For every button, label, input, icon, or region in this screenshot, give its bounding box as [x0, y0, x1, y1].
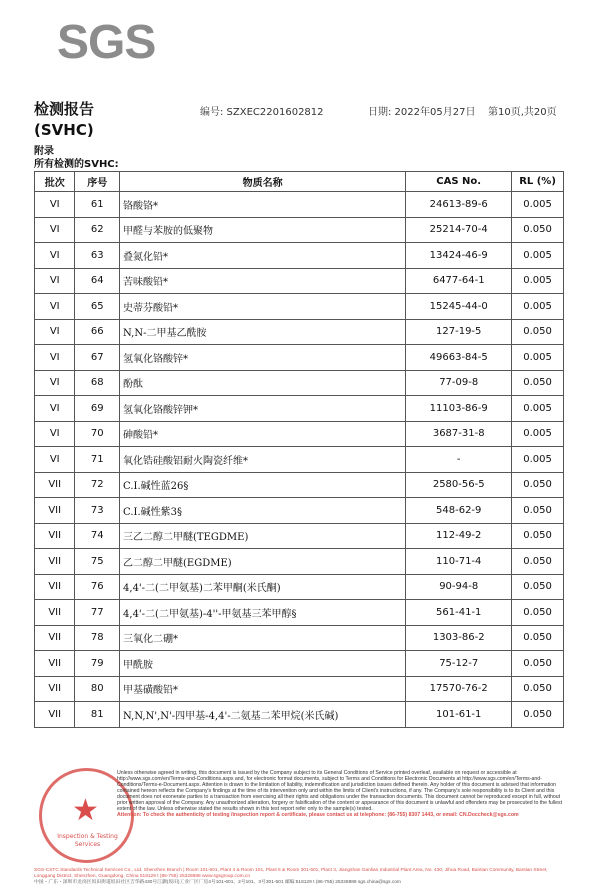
cell-batch: VI	[35, 217, 75, 243]
star-icon: ★	[72, 793, 99, 828]
cell-substance: C.I.碱性蓝26§	[120, 472, 406, 498]
cell-cas: 112-49-2	[406, 523, 512, 549]
cell-substance: 甲基磺酸铅*	[120, 676, 406, 702]
cell-rl: 0.050	[512, 523, 564, 549]
col-header-rl: RL (%)	[512, 172, 564, 192]
report-number: 编号: SZXEC2201602812	[200, 107, 324, 118]
report-title: 检测报告	[34, 100, 95, 118]
cell-substance: 铬酸铬*	[120, 192, 406, 218]
table-row	[35, 625, 564, 651]
cell-no: 76	[75, 574, 120, 600]
legal-text: Unless otherwise agreed in writing, this document is issued by the Company subject to its General Conditions of Service printed overleaf, available on request or accessible at http://www.sgs.com/en/Terms-and-Conditions.aspx and, for electronic format documents, subject to Terms and Conditions for Electronic Documents at http://www.sgs.com/en/Terms-and-Conditions/Terms-e-Document.aspx. Attention is drawn to the limitation of liability, indemnification and jurisdiction issues defined therein. Any holder of this document is advised that information contained hereon reflects the Company's findings at the time of its intervention only and within the limits of Client's instructions, if any. The Company's sole responsibility is to its Client and this document does not exonerate parties to a transaction from exercising all their rights and obligations under the transaction documents. This document cannot be reproduced except in full, without prior written approval of the Company. Any unauthorized alteration, forgery or falsification of the content or appearance of this document is unlawful and offenders may be prosecuted to the fullest extent of the law. Unless otherwise stated the results shown in this test report refer only to the sample(s) tested.	[117, 770, 563, 812]
cell-cas: 2580-56-5	[406, 472, 512, 498]
cell-no: 78	[75, 625, 120, 651]
cell-no: 74	[75, 523, 120, 549]
table-row	[35, 574, 564, 600]
cell-rl: 0.050	[512, 549, 564, 575]
cell-batch: VI	[35, 421, 75, 447]
table-row	[35, 472, 564, 498]
cell-cas: 24613-89-6	[406, 192, 512, 218]
cell-batch: VI	[35, 345, 75, 371]
cell-cas: 11103-86-9	[406, 396, 512, 422]
cell-cas: 49663-84-5	[406, 345, 512, 371]
cell-no: 79	[75, 651, 120, 677]
cell-no: 69	[75, 396, 120, 422]
cell-cas: 127-19-5	[406, 319, 512, 345]
cell-substance: 氢氧化铬酸锌钾*	[120, 396, 406, 422]
cell-rl: 0.005	[512, 345, 564, 371]
address-en: SGS-CSTC Standards Technical Services Co., Ltd. Shenzhen Branch | Room 101-601, Plant 4 & Room 101, Plant 5 & Room 301-501, Plant 3, Jiangshan Ganlian Industrial Plant Area, No. 430, Jihua Road, Bantian Community, Bantian Street, Longgang District, Shenzhen, Guangdong, China 518129 t (86-755) 25328888 www.sgsgroup.com.cn	[34, 868, 548, 879]
sgs-logo: SGS	[57, 16, 156, 69]
cell-cas: 13424-46-9	[406, 243, 512, 269]
company-address	[34, 868, 564, 886]
table-row	[35, 421, 564, 447]
cell-no: 66	[75, 319, 120, 345]
legal-disclaimer	[117, 770, 564, 818]
cell-batch: VI	[35, 268, 75, 294]
cell-cas: 1303-86-2	[406, 625, 512, 651]
table-row	[35, 702, 564, 728]
cell-batch: VII	[35, 625, 75, 651]
stamp-text: Inspection & Testing Services	[57, 833, 118, 848]
cell-rl: 0.050	[512, 676, 564, 702]
cell-substance: C.I.碱性紫3§	[120, 498, 406, 524]
cell-rl: 0.005	[512, 243, 564, 269]
appendix-label: 附录	[34, 146, 54, 157]
cell-rl: 0.005	[512, 447, 564, 473]
cell-batch: VI	[35, 447, 75, 473]
table-row	[35, 192, 564, 218]
table-row	[35, 549, 564, 575]
cell-rl: 0.005	[512, 421, 564, 447]
cell-no: 72	[75, 472, 120, 498]
table-row	[35, 396, 564, 422]
cell-cas: 6477-64-1	[406, 268, 512, 294]
cell-no: 75	[75, 549, 120, 575]
table-row	[35, 319, 564, 345]
cell-batch: VI	[35, 243, 75, 269]
cell-substance: 史蒂芬酸铅*	[120, 294, 406, 320]
table-row	[35, 498, 564, 524]
col-header-no: 序号	[75, 172, 120, 192]
cell-batch: VII	[35, 651, 75, 677]
table-row	[35, 217, 564, 243]
cell-cas: 90-94-8	[406, 574, 512, 600]
cell-no: 70	[75, 421, 120, 447]
cell-cas: 15245-44-0	[406, 294, 512, 320]
cell-no: 80	[75, 676, 120, 702]
cell-batch: VII	[35, 472, 75, 498]
report-subtitle: (SVHC)	[34, 121, 94, 139]
cell-no: 81	[75, 702, 120, 728]
cell-substance: N,N,N',N'-四甲基-4,4'-二氨基二苯甲烷(米氏碱)	[120, 702, 406, 728]
cell-substance: 砷酸铅*	[120, 421, 406, 447]
cell-batch: VII	[35, 498, 75, 524]
table-row	[35, 651, 564, 677]
cell-batch: VII	[35, 702, 75, 728]
cell-rl: 0.050	[512, 625, 564, 651]
cell-rl: 0.050	[512, 574, 564, 600]
footer	[34, 768, 564, 888]
all-svhc-label: 所有检测的SVHC:	[34, 159, 119, 170]
table-row	[35, 370, 564, 396]
cell-no: 67	[75, 345, 120, 371]
page-indicator: 第10页,共20页	[488, 107, 557, 118]
cell-batch: VI	[35, 319, 75, 345]
cell-batch: VII	[35, 676, 75, 702]
cell-no: 63	[75, 243, 120, 269]
table-row	[35, 523, 564, 549]
cell-rl: 0.050	[512, 651, 564, 677]
cell-substance: 氢氧化铬酸锌*	[120, 345, 406, 371]
svhc-table	[34, 171, 564, 728]
col-header-substance: 物质名称	[120, 172, 406, 192]
table-row	[35, 447, 564, 473]
cell-substance: 甲醛与苯胺的低聚物	[120, 217, 406, 243]
cell-batch: VII	[35, 549, 75, 575]
cell-no: 71	[75, 447, 120, 473]
cell-cas: 77-09-8	[406, 370, 512, 396]
cell-no: 77	[75, 600, 120, 626]
cell-no: 64	[75, 268, 120, 294]
cell-substance: 乙二醇二甲醚(EGDME)	[120, 549, 406, 575]
cell-batch: VII	[35, 523, 75, 549]
cell-no: 68	[75, 370, 120, 396]
cell-cas: 110-71-4	[406, 549, 512, 575]
table-row	[35, 294, 564, 320]
cell-substance: 酚酞	[120, 370, 406, 396]
cell-substance: 氧化锆硅酸铝耐火陶瓷纤维*	[120, 447, 406, 473]
table-row	[35, 676, 564, 702]
cell-rl: 0.005	[512, 192, 564, 218]
table-row	[35, 345, 564, 371]
attention-text: Attention: To check the authenticity of testing /inspection report & certificate, please contact us at telephone: (86-755) 8307 1443, or email: CN.Doccheck@sgs.com	[117, 812, 519, 818]
cell-substance: 叠氮化铅*	[120, 243, 406, 269]
cell-batch: VI	[35, 192, 75, 218]
col-header-cas: CAS No.	[406, 172, 512, 192]
cell-rl: 0.050	[512, 319, 564, 345]
cell-substance: 苦味酸铅*	[120, 268, 406, 294]
cell-rl: 0.050	[512, 498, 564, 524]
cell-substance: 4,4'-二(二甲氨基)二苯甲酮(米氏酮)	[120, 574, 406, 600]
cell-no: 73	[75, 498, 120, 524]
cell-no: 61	[75, 192, 120, 218]
cell-substance: 甲酰胺	[120, 651, 406, 677]
table-row	[35, 243, 564, 269]
cell-cas: 25214-70-4	[406, 217, 512, 243]
cell-rl: 0.050	[512, 472, 564, 498]
cell-no: 62	[75, 217, 120, 243]
cell-no: 65	[75, 294, 120, 320]
cell-rl: 0.005	[512, 396, 564, 422]
cell-cas: 75-12-7	[406, 651, 512, 677]
table-row	[35, 268, 564, 294]
cell-batch: VI	[35, 370, 75, 396]
cell-cas: 101-61-1	[406, 702, 512, 728]
cell-substance: N,N-二甲基乙酰胺	[120, 319, 406, 345]
cell-rl: 0.005	[512, 294, 564, 320]
cell-rl: 0.050	[512, 702, 564, 728]
report-date: 日期: 2022年05月27日	[368, 107, 476, 118]
table-row	[35, 600, 564, 626]
cell-batch: VI	[35, 396, 75, 422]
cell-rl: 0.050	[512, 217, 564, 243]
table-header-row	[35, 172, 564, 192]
cell-batch: VII	[35, 574, 75, 600]
address-cn: 中国・广东・深圳市龙岗区坂田街道坂田社区吉华路430号江灏(坂田)工业厂区厂房4号101-601、2号101、3号301-501 邮编:518129 t (86-755) 25328888 sgs.china@sgs.com	[34, 880, 401, 885]
cell-substance: 4,4'-二(二甲氨基)-4''-甲氨基三苯甲醇§	[120, 600, 406, 626]
cell-rl: 0.050	[512, 600, 564, 626]
cell-cas: -	[406, 447, 512, 473]
cell-batch: VI	[35, 294, 75, 320]
cell-cas: 548-62-9	[406, 498, 512, 524]
cell-rl: 0.005	[512, 268, 564, 294]
col-header-batch: 批次	[35, 172, 75, 192]
cell-cas: 561-41-1	[406, 600, 512, 626]
cell-cas: 17570-76-2	[406, 676, 512, 702]
cell-substance: 三氧化二硼*	[120, 625, 406, 651]
cell-rl: 0.050	[512, 370, 564, 396]
cell-batch: VII	[35, 600, 75, 626]
cell-substance: 三乙二醇二甲醚(TEGDME)	[120, 523, 406, 549]
table-body	[35, 192, 564, 728]
cell-cas: 3687-31-8	[406, 421, 512, 447]
